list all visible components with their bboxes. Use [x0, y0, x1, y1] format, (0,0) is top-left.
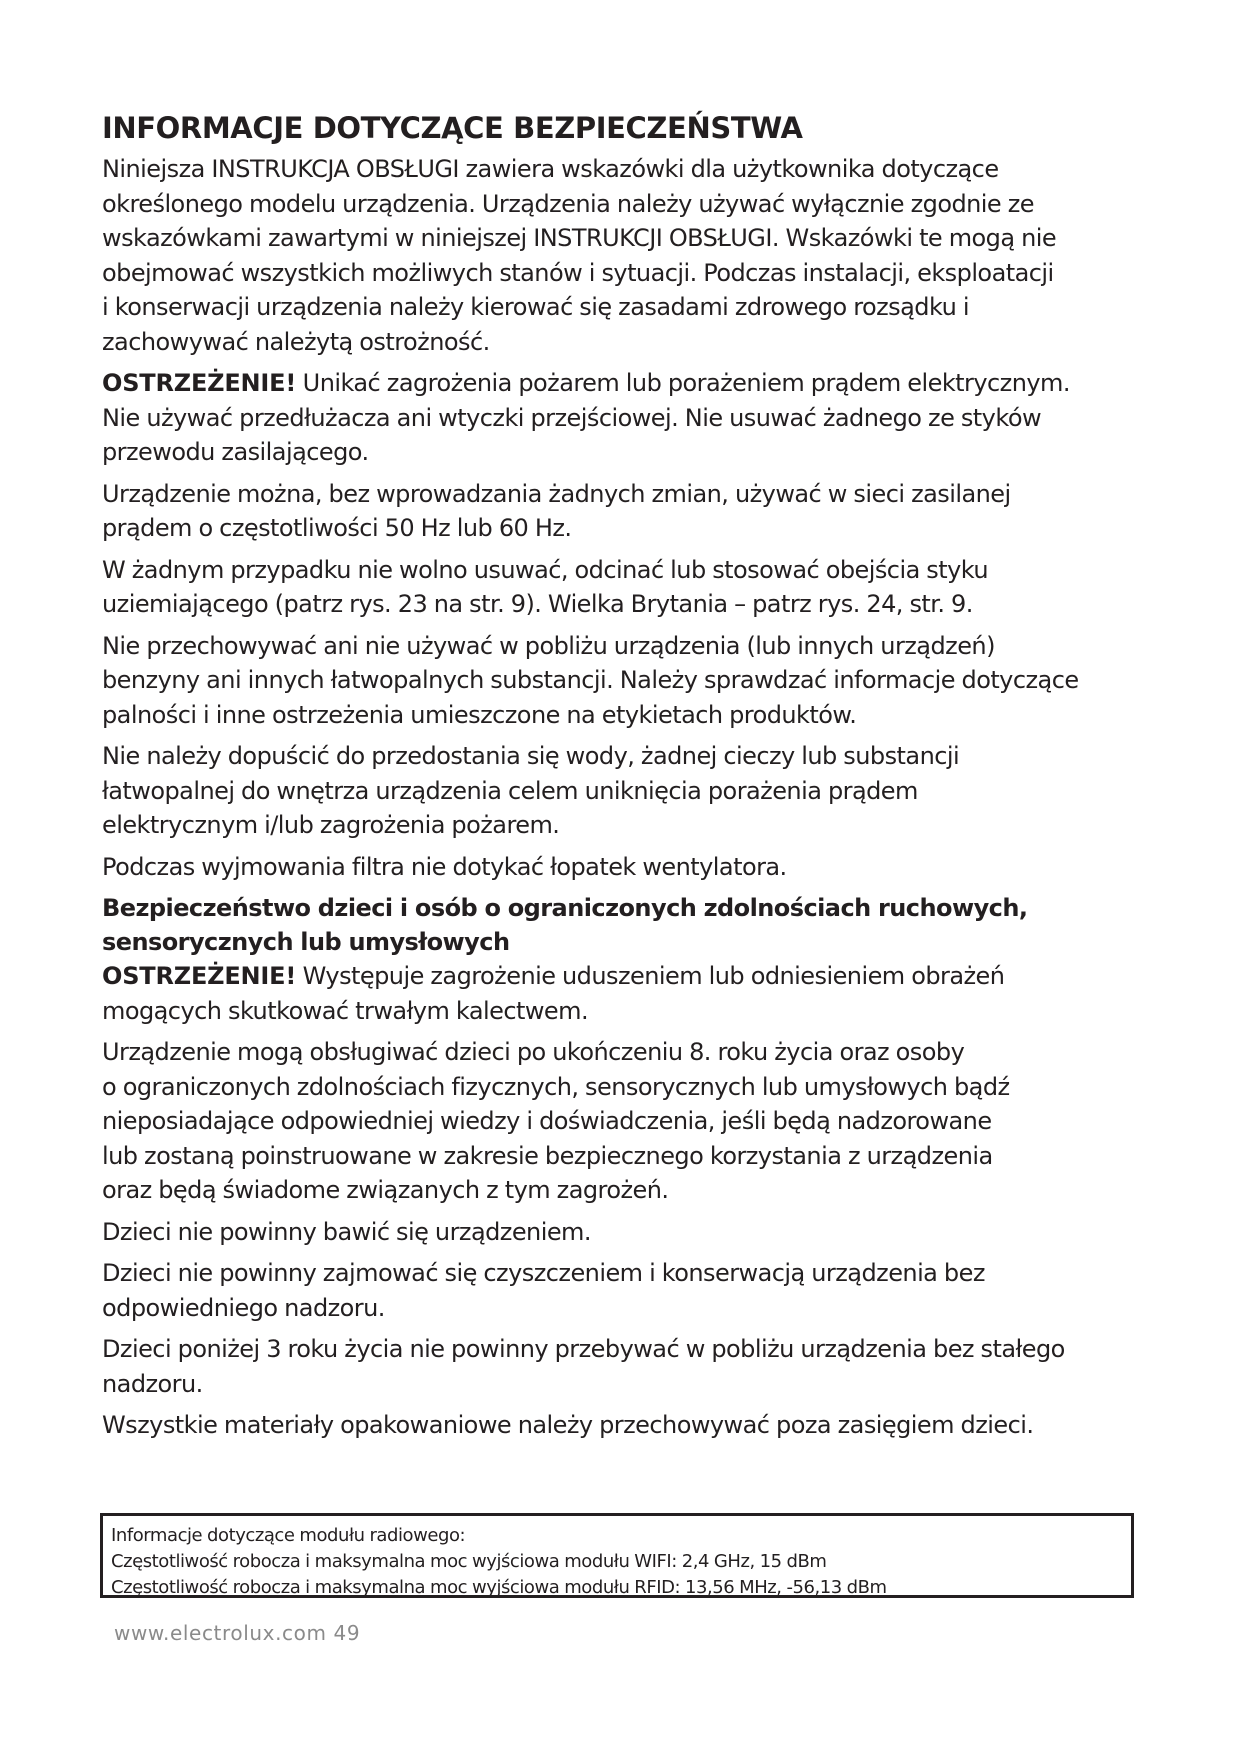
text-line: Podczas wyjmowania filtra nie dotykać łopatek wentylatora.: [102, 852, 787, 881]
heading-line: sensorycznych lub umysłowych: [102, 928, 510, 956]
liquids-paragraph: [102, 739, 1152, 843]
text-line: Dzieci nie powinny zajmować się czyszczeniem i konserwacją urządzenia bez: [102, 1259, 985, 1287]
text-line: nadzoru.: [102, 1369, 203, 1398]
text-line: Niniejsza INSTRUKCJA OBSŁUGI zawiera wskazówki dla użytkownika dotyczące: [102, 155, 999, 183]
frequency-paragraph: [102, 477, 1152, 546]
page-footer: www.electrolux.com 49: [114, 1621, 361, 1645]
intro-paragraph: [102, 152, 1152, 359]
text-line: [102, 366, 1152, 401]
wifi-spec-line: Częstotliwość robocza i maksymalna moc wyjściowa modułu WIFI: 2,4 GHz, 15 dBm: [111, 1551, 827, 1572]
text-line: obejmować wszystkich możliwych stanów i sytuacji. Podczas instalacji, eksploatacji: [102, 258, 1054, 287]
heading-line: Bezpieczeństwo dzieci i osób o ograniczonych zdolnościach ruchowych,: [102, 894, 1028, 922]
flammables-paragraph: [102, 629, 1152, 733]
radio-info-heading: Informacje dotyczące modułu radiowego:: [111, 1525, 466, 1546]
warning-text: Występuje zagrożenie uduszeniem lub odniesieniem obrażeń: [296, 962, 1005, 990]
grounding-paragraph: [102, 553, 1152, 622]
text-line: uziemiającego (patrz rys. 23 na str. 9). Wielka Brytania – patrz rys. 24, str. 9.: [102, 590, 973, 618]
text-line: Nie używać przedłużacza ani wtyczki przejściowej. Nie usuwać żadnego ze styków: [102, 403, 1042, 432]
no-play-paragraph: [102, 1215, 1152, 1250]
text-line: nieposiadające odpowiedniej wiedzy i doświadczenia, jeśli będą nadzorowane: [102, 1107, 992, 1135]
suffocation-warning-paragraph: [102, 959, 1152, 1028]
text-line: palności i inne ostrzeżenia umieszczone na etykietach produktów.: [102, 700, 857, 729]
filter-paragraph: [102, 850, 1152, 885]
under-three-paragraph: [102, 1332, 1152, 1401]
text-line: Nie przechowywać ani nie używać w pobliżu urządzenia (lub innych urządzeń): [102, 631, 995, 660]
warning-label: OSTRZEŻENIE!: [102, 369, 297, 397]
text-line: Wszystkie materiały opakowaniowe należy przechowywać poza zasięgiem dzieci.: [102, 1411, 1034, 1439]
children-safety-heading: [102, 891, 1152, 959]
text-line: [102, 959, 1152, 994]
text-line: i konserwacji urządzenia należy kierować się zasadami zdrowego rozsądku i: [102, 293, 969, 321]
warning-text: Unikać zagrożenia pożarem lub porażeniem prądem elektrycznym.: [296, 369, 1070, 397]
packaging-paragraph: [102, 1408, 1152, 1443]
text-line: zachowywać należytą ostrożność.: [102, 327, 490, 356]
text-line: określonego modelu urządzenia. Urządzenia należy używać wyłącznie zgodnie ze: [102, 189, 1034, 218]
text-line: Urządzenie mogą obsługiwać dzieci po ukończeniu 8. roku życia oraz osoby: [102, 1038, 965, 1066]
text-line: przewodu zasilającego.: [102, 438, 369, 466]
radio-module-info-box: [100, 1513, 1134, 1598]
text-line: wskazówkami zawartymi w niniejszej INSTRUKCJI OBSŁUGI. Wskazówki te mogą nie: [102, 224, 1057, 252]
warning-label: OSTRZEŻENIE!: [102, 962, 297, 990]
no-cleaning-paragraph: [102, 1256, 1152, 1325]
text-line: mogących skutkować trwałym kalectwem.: [102, 996, 589, 1025]
text-line: Urządzenie można, bez wprowadzania żadnych zmian, używać w sieci zasilanej: [102, 479, 1011, 508]
page-title: INFORMACJE DOTYCZĄCE BEZPIECZEŃSTWA: [102, 111, 803, 145]
text-line: elektrycznym i/lub zagrożenia pożarem.: [102, 811, 560, 839]
text-line: oraz będą świadome związanych z tym zagrożeń.: [102, 1176, 669, 1204]
text-line: łatwopalnej do wnętrza urządzenia celem uniknięcia porażenia prądem: [102, 776, 918, 805]
rfid-spec-line: Częstotliwość robocza i maksymalna moc wyjściowa modułu RFID: 13,56 MHz, -56,13 dBm: [111, 1577, 887, 1598]
text-line: odpowiedniego nadzoru.: [102, 1293, 385, 1322]
text-line: Dzieci poniżej 3 roku życia nie powinny przebywać w pobliżu urządzenia bez stałego: [102, 1335, 1065, 1363]
supervision-paragraph: [102, 1035, 1152, 1208]
text-line: W żadnym przypadku nie wolno usuwać, odcinać lub stosować obejścia styku: [102, 555, 989, 584]
text-line: Nie należy dopuścić do przedostania się wody, żadnej cieczy lub substancji: [102, 742, 960, 770]
text-line: benzyny ani innych łatwopalnych substancji. Należy sprawdzać informacje dotyczące: [102, 666, 1079, 694]
text-line: prądem o częstotliwości 50 Hz lub 60 Hz.: [102, 514, 572, 542]
text-line: lub zostaną poinstruowane w zakresie bezpiecznego korzystania z urządzenia: [102, 1141, 993, 1170]
electric-warning-paragraph: [102, 366, 1152, 470]
document-page: [102, 110, 1152, 1450]
text-line: Dzieci nie powinny bawić się urządzeniem.: [102, 1217, 591, 1246]
text-line: o ograniczonych zdolnościach fizycznych, sensorycznych lub umysłowych bądź: [102, 1072, 1010, 1101]
